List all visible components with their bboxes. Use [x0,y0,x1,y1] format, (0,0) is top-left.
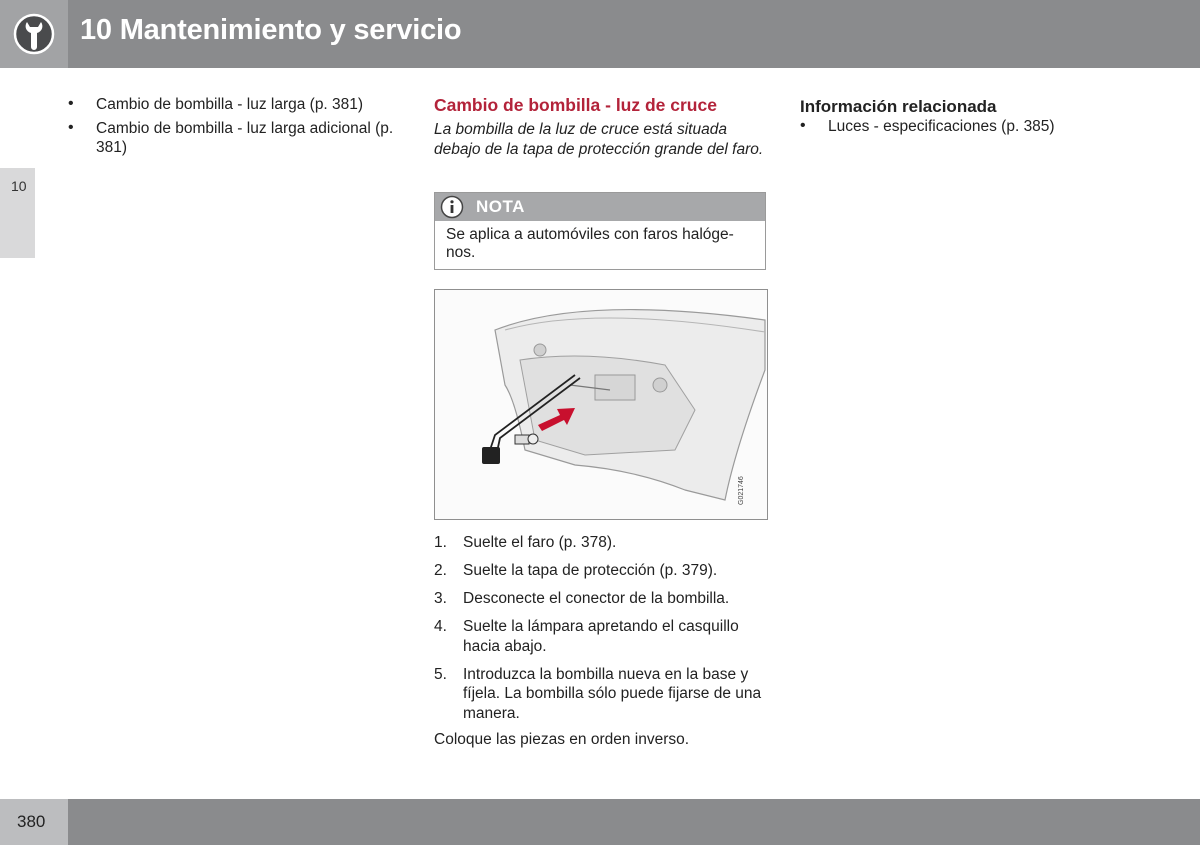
left-bullet-list [68,95,398,162]
step-item [434,561,774,581]
list-item[interactable]: • Cambio de bombilla - luz larga adicional (p. 381) [68,119,398,157]
note-box [434,192,766,270]
note-header [435,193,765,221]
list-item[interactable]: • Cambio de bombilla - luz larga (p. 381) [68,95,398,114]
steps-list [434,533,774,732]
note-label: NOTA [476,197,525,216]
section-title: Cambio de bombilla - luz de cruce [434,95,717,115]
related-list [800,117,1100,141]
wrench-icon [0,0,68,68]
chapter-icon-box [0,0,68,68]
info-icon [439,195,465,219]
chapter-tab [0,168,35,258]
note-text: Se aplica a automóviles con faros halógenos. [446,226,734,261]
chapter-tab-label: 10 [11,178,27,194]
headlight-drawing [435,290,767,519]
headlight-illustration [434,289,768,520]
step-item [434,589,774,609]
step-number: 5. [434,665,447,683]
step-number: 2. [434,562,447,579]
figure-code: G021746 [738,476,745,505]
step-number: 4. [434,618,447,635]
step-item [434,533,774,553]
closing-text: Coloque las piezas en orden inverso. [434,731,690,748]
related-link[interactable]: • Luces - especificaciones (p. 385) [800,117,1100,136]
step-item [434,665,774,724]
step-number: 1. [434,534,447,551]
step-number: 3. [434,590,447,607]
footer-bar [68,799,1200,845]
page-number: 380 [17,812,46,831]
step-text[interactable]: Suelte el faro (p. 378). [463,534,617,551]
intro-text: La bombilla de la luz de cruce está situada debajo de la tapa de protección grande del faro. [434,121,764,158]
related-info-title: Información relacionada [800,97,997,116]
step-item [434,617,774,656]
step-text: Introduzca la bombilla nueva en la base y fíjela. La bombilla sólo puede fijarse de una manera. [463,665,762,722]
page-number-box [0,799,68,845]
step-text[interactable]: Suelte la tapa de protección (p. 379). [463,562,718,579]
page-title: 10 Mantenimiento y servicio [80,14,462,46]
step-text: Desconecte el conector de la bombilla. [463,590,730,607]
step-text: Suelte la lámpara apretando el casquillo hacia abajo. [463,618,739,655]
